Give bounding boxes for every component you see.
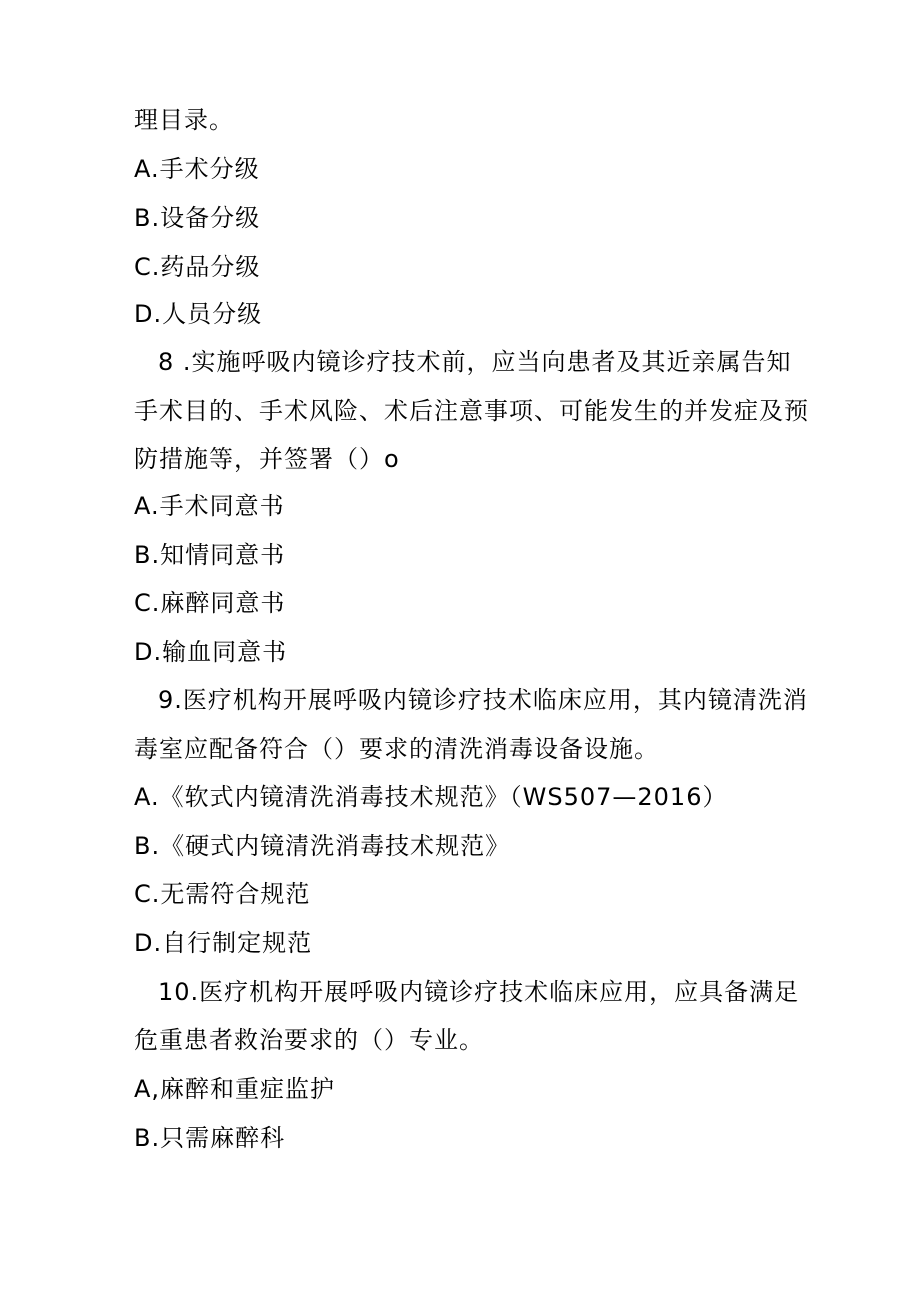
option-c: C.无需符合规范 [134, 880, 311, 908]
option-b: B.《硬式内镜清洗消毒技术规范》 [134, 832, 511, 860]
text-line: 理目录。 [134, 106, 234, 134]
option-b: B.知情同意书 [134, 541, 286, 569]
question-8-continued: 防措施等，并签署（）o [134, 445, 400, 473]
question-8-continued: 手术目的、手术风险、术后注意事项、可能发生的并发症及预 [134, 397, 809, 425]
question-9-continued: 毒室应配备符合（）要求的清洗消毒设备设施。 [134, 735, 659, 763]
option-b: B.只需麻醉科 [134, 1124, 286, 1152]
option-d: D.输血同意书 [134, 638, 288, 666]
option-c: C.麻醉同意书 [134, 589, 286, 617]
option-d: D.人员分级 [134, 300, 263, 328]
option-a: A.手术分级 [134, 155, 260, 183]
option-a: A.《软式内镜清洗消毒技术规范》（WS507—2016） [134, 783, 728, 811]
question-9: 9.医疗机构开展呼吸内镜诊疗技术临床应用，其内镜清洗消 [158, 686, 808, 714]
option-a: A.手术同意书 [134, 492, 285, 520]
option-a: A,麻醉和重症监护 [134, 1075, 336, 1103]
option-d: D.自行制定规范 [134, 929, 313, 957]
question-10-continued: 危重患者救治要求的（）专业。 [134, 1026, 484, 1054]
option-c: C.药品分级 [134, 253, 261, 281]
question-8: 8 .实施呼吸内镜诊疗技术前，应当向患者及其近亲属告知 [158, 348, 792, 376]
option-b: B.设备分级 [134, 204, 261, 232]
question-10: 10.医疗机构开展呼吸内镜诊疗技术临床应用，应具备满足 [158, 978, 800, 1006]
